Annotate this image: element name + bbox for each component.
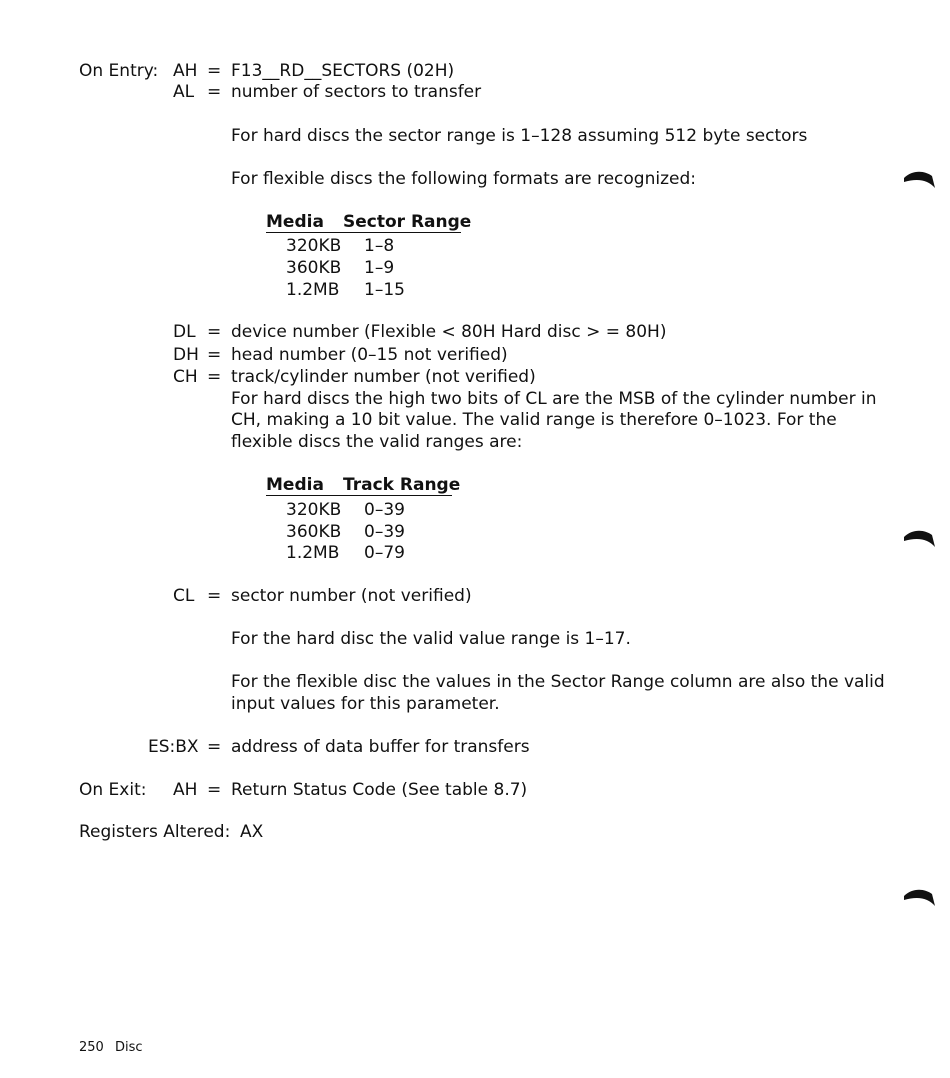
table-header-track-range: Track Range — [343, 475, 461, 495]
esbx-description: address of data buffer for transfers — [231, 737, 530, 757]
register-dl: DL — [173, 322, 196, 342]
table-header-sector-range: Sector Range — [343, 212, 472, 232]
table-header-media: Media — [266, 212, 324, 232]
register-ch: CH — [173, 367, 198, 387]
table-cell: 360KB — [286, 522, 342, 542]
register-al: AL — [173, 82, 195, 102]
cl-description: sector number (not verified) — [231, 586, 472, 606]
section-name: Disc — [115, 1040, 143, 1055]
binder-hole-mark — [902, 527, 936, 549]
dl-description: device number (Flexible < 80H Hard disc > = 80H) — [231, 322, 667, 342]
table-cell: 1–15 — [364, 280, 405, 300]
table-cell: 1–9 — [364, 258, 395, 278]
ch-note-line: CH, making a 10 bit value. The valid range is therefore 0–1023. For the — [231, 410, 837, 430]
table-cell: 1.2MB — [286, 280, 340, 300]
table-cell: 320KB — [286, 500, 342, 520]
table-cell: 0–79 — [364, 543, 405, 563]
registers-altered-value: AX — [240, 822, 264, 842]
exit-ah-description: Return Status Code (See table 8.7) — [231, 780, 528, 800]
registers-altered-label: Registers Altered: — [79, 822, 231, 842]
table-header-row — [266, 212, 472, 233]
binder-hole-mark — [902, 886, 936, 908]
table-cell: 360KB — [286, 258, 342, 278]
cl-hard-note: For the hard disc the valid value range is 1–17. — [231, 629, 631, 649]
cl-flex-note-line: input values for this parameter. — [231, 694, 500, 714]
register-ah-exit: AH — [173, 780, 198, 800]
equals-sign: = — [207, 586, 222, 606]
al-description: number of sectors to transfer — [231, 82, 482, 102]
ch-note-line: flexible discs the valid ranges are: — [231, 432, 523, 452]
ah-description: F13__RD__SECTORS (02H) — [231, 61, 455, 81]
hard-sector-note: For hard discs the sector range is 1–128 assuming 512 byte sectors — [231, 126, 808, 146]
equals-sign: = — [207, 322, 222, 342]
cl-flex-note-line: For the flexible disc the values in the Sector Range column are also the valid — [231, 672, 885, 692]
table-cell: 1.2MB — [286, 543, 340, 563]
on-exit-label: On Exit: — [79, 780, 147, 800]
equals-sign: = — [207, 367, 222, 387]
table-cell: 1–8 — [364, 236, 395, 256]
equals-sign: = — [207, 737, 222, 757]
binder-hole-mark — [902, 168, 936, 190]
register-dh: DH — [173, 345, 199, 365]
ch-description: track/cylinder number (not verified) — [231, 367, 536, 387]
table-header-row — [266, 475, 461, 496]
table-cell: 0–39 — [364, 500, 405, 520]
table-header-media: Media — [266, 475, 324, 495]
equals-sign: = — [207, 780, 222, 800]
register-esbx: ES:BX — [148, 737, 199, 757]
equals-sign: = — [207, 82, 222, 102]
page-number: 250 — [79, 1040, 104, 1055]
register-ah: AH — [173, 61, 198, 81]
dh-description: head number (0–15 not verified) — [231, 345, 508, 365]
table-cell: 0–39 — [364, 522, 405, 542]
table-cell: 320KB — [286, 236, 342, 256]
equals-sign: = — [207, 345, 222, 365]
equals-sign: = — [207, 61, 222, 81]
flex-formats-note: For flexible discs the following formats are recognized: — [231, 169, 696, 189]
register-cl: CL — [173, 586, 195, 606]
on-entry-label: On Entry: — [79, 61, 159, 81]
ch-note-line: For hard discs the high two bits of CL are the MSB of the cylinder number in — [231, 389, 877, 409]
